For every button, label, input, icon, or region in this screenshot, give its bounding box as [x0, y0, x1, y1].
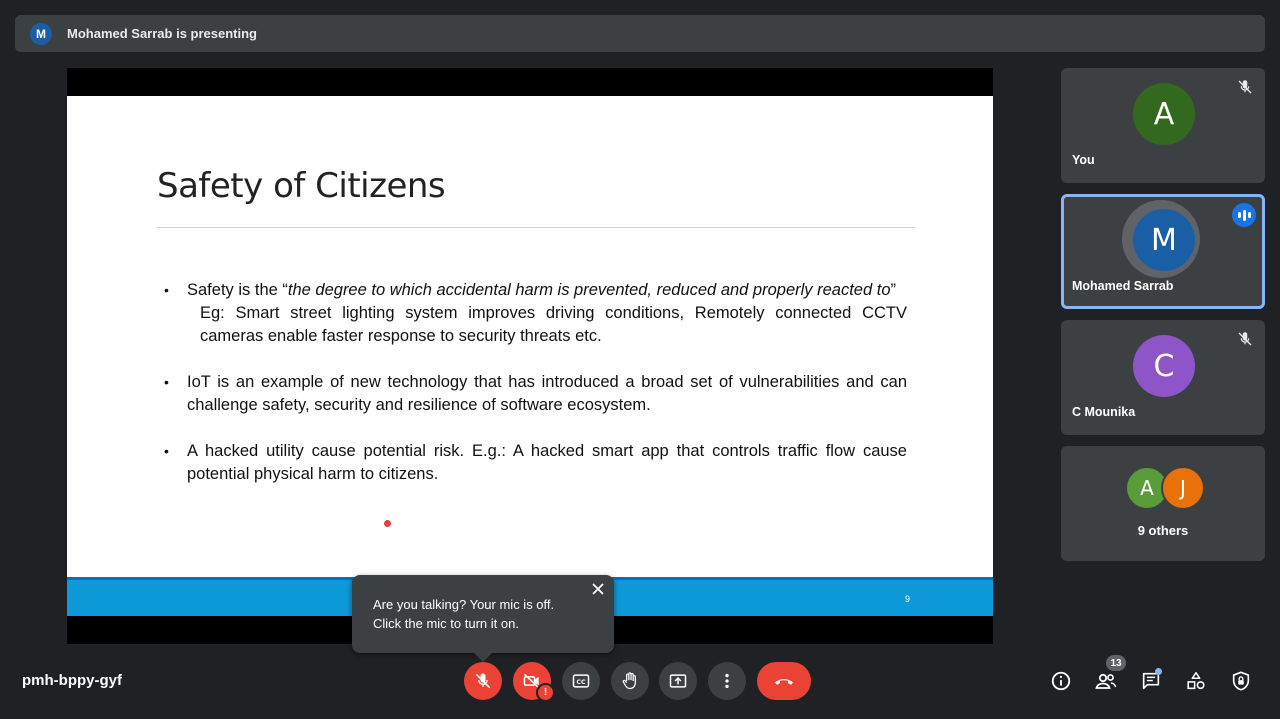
other-avatar: A — [1125, 466, 1169, 510]
participant-tile-mounika[interactable] — [1061, 320, 1265, 435]
people-button[interactable] — [1093, 668, 1119, 694]
tooltip-message: Are you talking? Your mic is off. Click the mic to turn it on. — [373, 597, 555, 631]
other-avatar: J — [1161, 466, 1205, 510]
laser-pointer — [384, 520, 391, 527]
activities-button[interactable] — [1183, 668, 1209, 694]
mic-muted-icon — [1236, 78, 1254, 96]
warning-badge-icon: ! — [536, 683, 555, 702]
bullet-suffix: ” — [890, 281, 897, 299]
svg-text:CC: CC — [576, 678, 586, 686]
end-call-icon — [772, 669, 796, 693]
bullet-text: A hacked utility cause potential risk. E.g.: A hacked smart app that controls traffic flow cause potential physical harm to citizens. — [187, 442, 907, 483]
chat-notification-dot — [1155, 668, 1162, 675]
raise-hand-button[interactable] — [611, 662, 649, 700]
bullet-item: • Safety is the “the degree to which accidental harm is prevented, reduced and properly reacted to” Eg: Smart street lighting system improves driving conditions, Remotely connected CCTV cameras enable faster response to security threats etc. — [164, 279, 907, 348]
host-controls-icon — [1230, 670, 1252, 692]
others-count-label: 9 others — [1137, 523, 1189, 538]
host-controls-button[interactable] — [1228, 668, 1254, 694]
slide-bullets — [164, 279, 907, 509]
presenting-banner — [15, 15, 1265, 52]
bullet-item: • A hacked utility cause potential risk. E.g.: A hacked smart app that controls traffic flow cause potential physical harm to citizens. — [164, 440, 907, 486]
more-options-button[interactable] — [708, 662, 746, 700]
shared-screen — [67, 68, 993, 644]
participant-count-badge: 13 — [1106, 655, 1126, 671]
meeting-code: pmh-bppy-gyf — [22, 672, 122, 689]
present-button[interactable] — [659, 662, 697, 700]
meeting-details-button[interactable] — [1048, 668, 1074, 694]
raise-hand-icon — [620, 671, 640, 691]
slide-title: Safety of Citizens — [157, 166, 446, 206]
presentation-slide — [67, 96, 993, 616]
bullet-text: IoT is an example of new technology that has introduced a broad set of vulnerabilities and can challenge safety, security and resilience of software ecosystem. — [187, 373, 907, 414]
participant-name: You — [1072, 153, 1095, 167]
mic-toggle-button[interactable] — [464, 662, 502, 700]
bullet-example: Eg: Smart street lighting system improves driving conditions, Remotely connected CCTV cameras enable faster response to security threats etc. — [200, 304, 907, 345]
people-icon — [1094, 669, 1118, 693]
participant-tile-presenter[interactable] — [1061, 194, 1265, 309]
slide-page-number: 9 — [905, 594, 911, 604]
speaking-indicator-icon — [1232, 203, 1256, 227]
info-icon — [1050, 670, 1072, 692]
close-icon[interactable] — [590, 581, 606, 597]
more-icon — [717, 671, 737, 691]
mic-off-icon — [473, 671, 493, 691]
participant-avatar: C — [1133, 335, 1195, 397]
camera-toggle-button[interactable] — [513, 662, 551, 700]
participant-name: C Mounika — [1072, 405, 1136, 419]
activities-icon — [1185, 670, 1207, 692]
bullet-item: • IoT is an example of new technology that has introduced a broad set of vulnerabilities and can challenge safety, security and resilience of software ecosystem. — [164, 371, 907, 417]
others-tile[interactable] — [1061, 446, 1265, 561]
tooltip-tail — [474, 653, 492, 662]
bullet-prefix: Safety is the “ — [187, 281, 288, 299]
presenter-avatar: M — [30, 23, 52, 45]
bullet-definition: the degree to which accidental harm is prevented, reduced and properly reacted to — [287, 281, 891, 299]
present-icon — [668, 671, 688, 691]
leave-call-button[interactable] — [757, 662, 811, 700]
slide-divider — [157, 227, 915, 228]
participant-name: Mohamed Sarrab — [1072, 279, 1174, 293]
mic-off-tooltip — [352, 575, 614, 653]
captions-button[interactable] — [562, 662, 600, 700]
participant-avatar: A — [1133, 83, 1195, 145]
captions-icon — [571, 671, 591, 691]
presenting-text: Mohamed Sarrab is presenting — [67, 26, 257, 41]
participant-tile-you[interactable] — [1061, 68, 1265, 183]
mic-muted-icon — [1236, 330, 1254, 348]
participant-avatar: M — [1133, 209, 1195, 271]
